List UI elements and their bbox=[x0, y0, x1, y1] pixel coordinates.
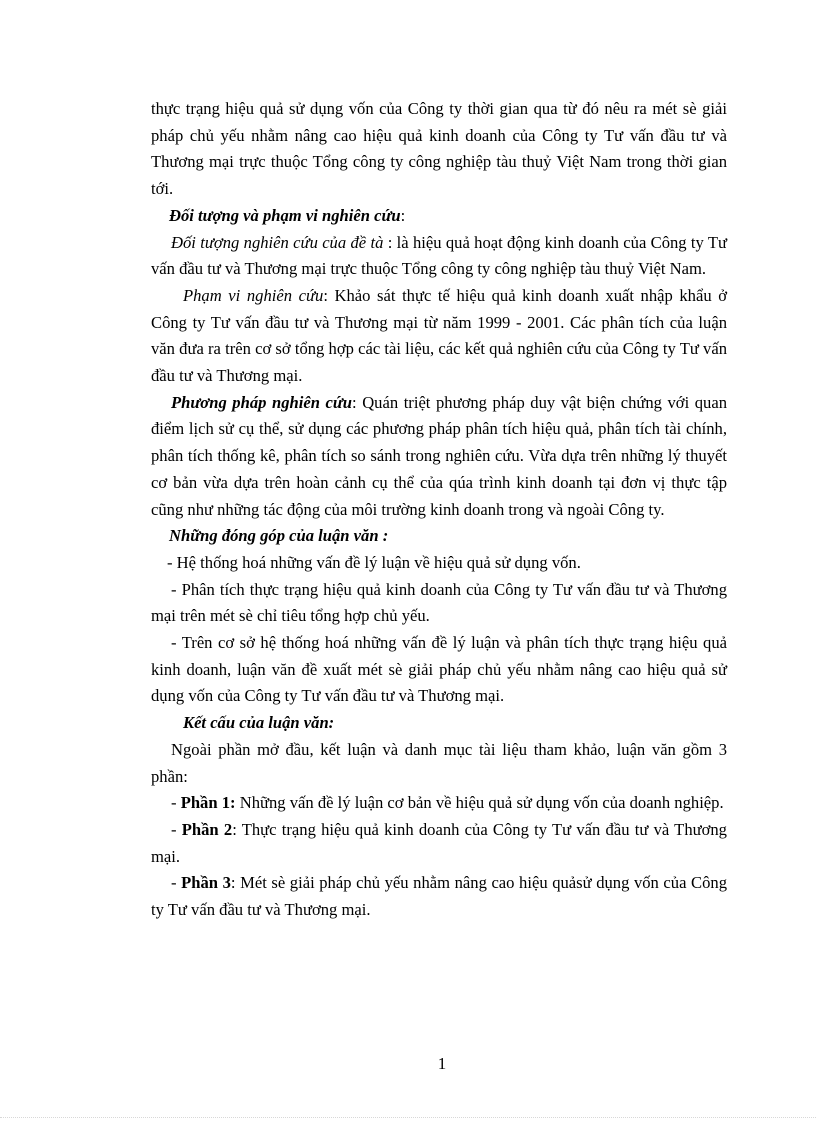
document-body bbox=[151, 96, 727, 924]
range-label: Phạm vi nghiên cứu bbox=[183, 285, 324, 305]
methods-text: : Quán triệt phương pháp duy vật biện chứng với quan điểm lịch sử cụ thể, sử dụng các phương pháp phân tích hiệu quả, phân tích tài chính, phân tích thống kê, phân tích so sánh trong nghiên cứu. Vừa dựa trên những lý thuyết cơ bản vừa dựa trên hoàn cảnh cụ thể của qúa trình kinh doanh tại đơn vị thực tập cũng như những tác động của môi trường kinh doanh trong và ngoài Công ty. bbox=[151, 392, 728, 519]
contribution-item: - Trên cơ sở hệ thống hoá những vấn đề lý luận và phân tích thực trạng hiệu quả kinh doanh, luận văn đề xuất mét sè giải pháp chủ yếu nhằm nâng cao hiệu quả sử dụng vốn của Công ty Tư vấn đầu tư và Thương mại. bbox=[151, 633, 727, 706]
structure-intro: Ngoài phần mở đầu, kết luận và danh mục tài liệu tham khảo, luận văn gồm 3 phần: bbox=[151, 739, 727, 786]
part-prefix: - bbox=[171, 819, 182, 839]
part-text: Những vấn đề lý luận cơ bản về hiệu quả sử dụng vốn của doanh nghiệp. bbox=[235, 793, 724, 813]
part-prefix: - bbox=[171, 873, 182, 893]
methods-paragraph bbox=[151, 390, 727, 524]
structure-heading: Kết cấu của luận văn: bbox=[183, 713, 335, 733]
structure-part-2 bbox=[151, 817, 727, 870]
methods-label: Phương pháp nghiên cứu bbox=[171, 392, 353, 412]
part-label: Phần 2 bbox=[181, 819, 233, 839]
part-label: Phần 1: bbox=[180, 793, 236, 813]
range-text: : Khảo sát thực tế hiệu quả kinh doanh xuất nhập khẩu ở Công ty Tư vấn đầu tư và Thương mại từ năm 1999 - 2001. Các phân tích của luận văn đưa ra trên cơ sở tổng hợp các tài liệu, các kết quả nghiên cứu của Công ty Tư vấn đầu tư và Thương mại. bbox=[151, 285, 727, 386]
part-text: : Thực trạng hiệu quả kinh doanh của Công ty Tư vấn đầu tư và Thương mại. bbox=[151, 819, 727, 866]
structure-part-3 bbox=[151, 870, 727, 923]
intro-paragraph: thực trạng hiệu quả sử dụng vốn của Công ty thời gian qua từ đó nêu ra mét sè giải pháp chủ yếu nhằm nâng cao hiệu quả kinh doanh của Công ty Tư vấn đầu tư và Thương mại trực thuộc Tổng công ty công nghiệp tàu thuỷ Việt Nam trong thời gian tới. bbox=[151, 99, 727, 199]
object-paragraph bbox=[151, 230, 727, 283]
contribution-item: - Hệ thống hoá những vấn đề lý luận về hiệu quả sử dụng vốn. bbox=[167, 552, 581, 572]
contribution-item: - Phân tích thực trạng hiệu quả kinh doanh của Công ty Tư vấn đầu tư và Thương mại trên mét sè chỉ tiêu tổng hợp chủ yếu. bbox=[151, 579, 727, 626]
object-label: Đối tượng nghiên cứu của đề tà bbox=[171, 232, 384, 252]
object-text: : là hiệu quả hoạt động kinh doanh của Công ty Tư vấn đầu tư và Thương mại trực thuộc Tổng công ty công nghiệp tàu thuỷ Việt Nam. bbox=[151, 232, 727, 279]
page-bottom-divider bbox=[0, 1117, 816, 1118]
part-prefix: - bbox=[171, 793, 181, 813]
part-label: Phần 3 bbox=[181, 873, 231, 893]
page-number: 1 bbox=[437, 1054, 447, 1073]
range-paragraph bbox=[151, 283, 727, 390]
structure-part-1 bbox=[151, 790, 727, 817]
scope-heading bbox=[151, 203, 727, 230]
scope-heading-text: Đối tượng và phạm vi nghiên cứu bbox=[169, 205, 401, 225]
scope-heading-colon: : bbox=[400, 205, 406, 225]
contributions-heading: Những đóng góp của luận văn : bbox=[169, 526, 389, 546]
part-text: : Mét sè giải pháp chủ yếu nhằm nâng cao hiệu quảsử dụng vốn của Công ty Tư vấn đầu tư và Thương mại. bbox=[151, 873, 727, 920]
